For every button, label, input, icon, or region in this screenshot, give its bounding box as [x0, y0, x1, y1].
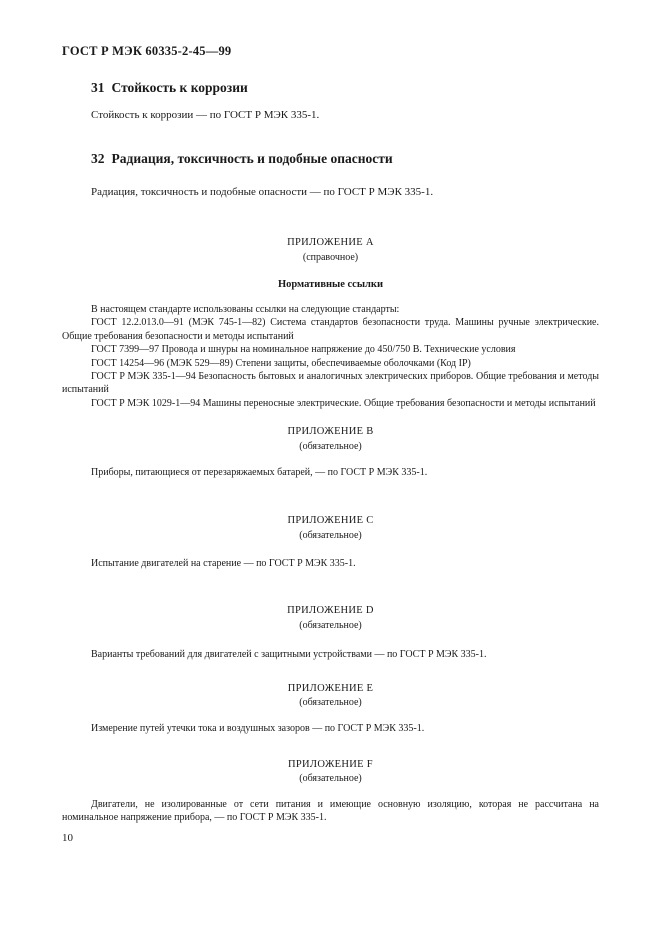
- annex-a-references: [62, 303, 599, 410]
- section-number: 31: [91, 80, 105, 95]
- annex-a-heading: Нормативные ссылки: [277, 279, 384, 290]
- annex-f-text: Двигатели, не изолированные от сети питания и имеющие основную изоляцию, которая не рассчитана на номинальное напряжение прибора, — по ГОСТ Р МЭК 335-1.: [62, 799, 599, 824]
- section-31-text: Стойкость к коррозии — по ГОСТ Р МЭК 335-1.: [91, 109, 320, 121]
- document-header: ГОСТ Р МЭК 60335-2-45—99: [62, 44, 232, 58]
- reference-item: ГОСТ Р МЭК 335-1—94 Безопасность бытовых и аналогичных электрических приборов. Общие требования и методы испытаний: [62, 371, 599, 396]
- reference-item: ГОСТ Р МЭК 1029-1—94 Машины переносные электрические. Общие требования безопасности и методы испытаний: [91, 397, 596, 409]
- annex-c-title: ПРИЛОЖЕНИЕ C: [287, 515, 374, 526]
- annex-e-status: (обязательное): [299, 697, 362, 708]
- reference-item: ГОСТ 7399—97 Провода и шнуры на номинальное напряжение до 450/750 В. Технические условия: [91, 344, 516, 356]
- reference-intro: В настоящем стандарте использованы ссылки на следующие стандарты:: [91, 304, 400, 315]
- annex-d-status: (обязательное): [299, 620, 362, 631]
- annex-a-status: (справочное): [302, 252, 359, 263]
- annex-f-status: (обязательное): [299, 773, 362, 784]
- reference-item: ГОСТ 14254—96 (МЭК 529—89) Степени защиты, обеспечиваемые оболочками (Код IP): [91, 357, 471, 369]
- annex-e-text: Измерение путей утечки тока и воздушных зазоров — по ГОСТ Р МЭК 335-1.: [91, 723, 425, 734]
- annex-b-title: ПРИЛОЖЕНИЕ B: [287, 426, 374, 437]
- section-31-heading: [91, 80, 248, 96]
- annex-c-status: (обязательное): [299, 530, 362, 541]
- annex-b-text: Приборы, питающиеся от перезаряжаемых батарей, — по ГОСТ Р МЭК 335-1.: [91, 467, 428, 478]
- section-32-text: Радиация, токсичность и подобные опасности — по ГОСТ Р МЭК 335-1.: [91, 186, 434, 198]
- section-32-heading: [91, 151, 393, 167]
- annex-e-title: ПРИЛОЖЕНИЕ E: [287, 683, 374, 694]
- annex-d-text: Варианты требований для двигателей с защитными устройствами — по ГОСТ Р МЭК 335-1.: [91, 649, 487, 660]
- section-title: Радиация, токсичность и подобные опасности: [111, 151, 393, 166]
- section-title: Стойкость к коррозии: [111, 80, 248, 95]
- annex-c-text: Испытание двигателей на старение — по ГОСТ Р МЭК 335-1.: [91, 558, 356, 569]
- annex-a-title: ПРИЛОЖЕНИЕ A: [287, 237, 374, 248]
- annex-d-title: ПРИЛОЖЕНИЕ D: [287, 605, 374, 616]
- annex-f-text-block: [62, 798, 599, 825]
- reference-item: ГОСТ 12.2.013.0—91 (МЭК 745-1—82) Система стандартов безопасности труда. Машины ручные электрические. Общие требования безопасности и методы испытаний: [62, 317, 599, 342]
- annex-f-title: ПРИЛОЖЕНИЕ F: [288, 759, 373, 770]
- page-number: 10: [62, 832, 73, 844]
- section-number: 32: [91, 151, 105, 166]
- annex-b-status: (обязательное): [299, 441, 362, 452]
